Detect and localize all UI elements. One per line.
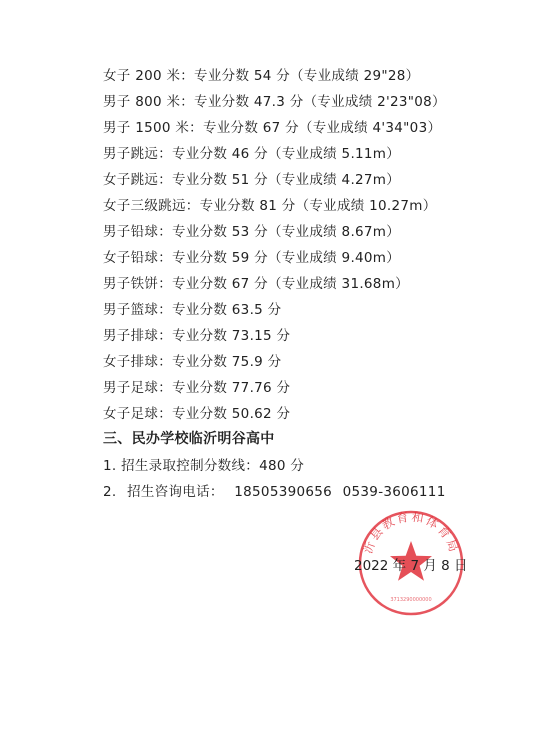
score-line: 女子铅球：专业分数 59 分（专业成绩 9.40m） (103, 250, 401, 266)
score-line: 男子铅球：专业分数 53 分（专业成绩 8.67m） (103, 224, 401, 240)
score-line: 男子铁饼：专业分数 67 分（专业成绩 31.68m） (103, 276, 409, 292)
score-line: 男子足球：专业分数 77.76 分 (103, 380, 291, 396)
section-heading: 三、民办学校临沂明谷高中 (103, 431, 275, 447)
score-line: 男子排球：专业分数 73.15 分 (103, 328, 291, 344)
score-line: 男子 800 米：专业分数 47.3 分（专业成绩 2'23"08） (103, 94, 446, 110)
score-line: 男子跳远：专业分数 46 分（专业成绩 5.11m） (103, 146, 401, 162)
score-line: 女子排球：专业分数 75.9 分 (103, 354, 282, 370)
score-line: 女子跳远：专业分数 51 分（专业成绩 4.27m） (103, 172, 401, 188)
seal-code: 3713290000000 (390, 597, 432, 603)
score-line: 男子篮球：专业分数 63.5 分 (103, 302, 282, 318)
score-line: 女子三级跳远：专业分数 81 分（专业成绩 10.27m） (103, 198, 437, 214)
score-line: 女子足球：专业分数 50.62 分 (103, 406, 291, 422)
score-line: 女子 200 米：专业分数 54 分（专业成绩 29"28） (103, 68, 420, 84)
contact-phone-item: 2. 招生咨询电话： 18505390656 0539-3606111 (103, 484, 446, 500)
admission-score-item: 1. 招生录取控制分数线：480 分 (103, 458, 305, 474)
document-date: 2022 年 7 月 8 日 (354, 558, 468, 574)
seal-text: 沂县教育和体育局 (360, 509, 462, 556)
score-line: 男子 1500 米：专业分数 67 分（专业成绩 4'34"03） (103, 120, 442, 136)
